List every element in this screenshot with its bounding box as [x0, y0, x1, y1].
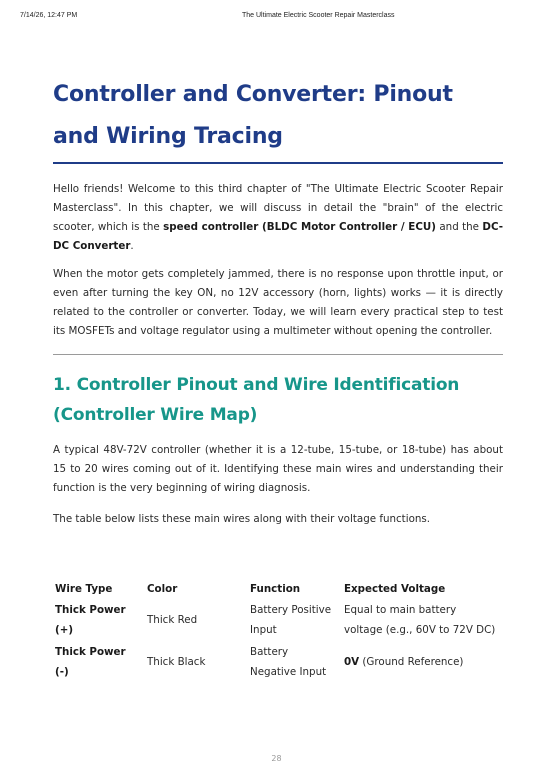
cell-text: Thick Power: [55, 604, 126, 616]
section-1-title-line2: (Controller Wire Map): [53, 405, 258, 425]
section-1-title: [53, 370, 503, 430]
section-1-paragraph-1: A typical 48V-72V controller (whether it is a 12-tube, 15-tube, or 18-tube) has about 15 to 20 wires coming out of it. Identifying these main wires and understanding their function is the very beginning of wiring diagnosis.: [53, 444, 503, 494]
table-header-row: [53, 577, 503, 600]
cell-function: [248, 640, 342, 682]
intro-paragraph-1: [53, 180, 503, 256]
header-expected-voltage: Expected Voltage: [344, 583, 446, 595]
cell-text: (-): [55, 666, 69, 678]
print-header: [0, 12, 553, 24]
chapter-title-line1: Controller and Converter: Pinout: [53, 82, 453, 107]
header-color: Color: [147, 583, 178, 595]
intro-text-b: and the: [435, 221, 483, 233]
section-divider: [53, 354, 503, 355]
cell-text: Battery Positive: [250, 604, 332, 616]
cell-text: Battery: [250, 646, 289, 658]
header-function: Function: [250, 583, 301, 595]
cell-function: [248, 600, 342, 640]
chapter-title-line2: and Wiring Tracing: [53, 124, 283, 149]
cell-text: Equal to main battery: [344, 604, 457, 616]
chapter-title: [53, 74, 503, 158]
section-1-title-line1: 1. Controller Pinout and Wire Identification: [53, 375, 460, 395]
intro-bold-converter: DC-DC Converter: [53, 221, 504, 252]
page-number: 28: [271, 754, 282, 763]
cell-voltage: [342, 640, 503, 682]
intro-text-c: .: [130, 240, 134, 252]
cell-text: (+): [55, 624, 74, 636]
cell-text: Input: [250, 624, 277, 636]
section-1-paragraph-2: The table below lists these main wires along with their voltage functions.: [53, 513, 431, 525]
cell-color: Thick Red: [147, 614, 198, 626]
cell-voltage: [342, 600, 503, 640]
table-row: [53, 600, 503, 640]
intro-text-a: Hello friends! Welcome to this third chapter of "The Ultimate Electric Scooter Repair Masterclass". In this chapter, we will discuss in detail the "brain" of the electric scooter, which is the: [53, 183, 503, 233]
wire-table: [53, 577, 503, 682]
cell-text: Negative Input: [250, 666, 327, 678]
intro-paragraph-2: When the motor gets completely jammed, there is no response upon throttle input, or even after turning the key ON, no 12V accessory (horn, lights) works — it is directly related to the controller or converter. Today, we will learn every practical step to test its MOSFETs and voltage regulator using a multimeter without opening the controller.: [53, 268, 503, 337]
cell-text: voltage (e.g., 60V to 72V DC): [344, 624, 496, 636]
print-date: 7/14/26, 12:47 PM: [20, 12, 78, 19]
cell-color: Thick Black: [147, 656, 206, 668]
cell-wire-type: [53, 600, 145, 640]
page-content: [53, 74, 503, 682]
print-doc-title: The Ultimate Electric Scooter Repair Masterclass: [242, 12, 395, 19]
cell-text-bold: 0V: [344, 656, 360, 668]
cell-text: Thick Power: [55, 646, 126, 658]
intro-bold-controller: speed controller (BLDC Motor Controller / ECU): [163, 221, 436, 233]
title-underline: [53, 162, 503, 164]
table-row: [53, 640, 503, 682]
header-wire-type: Wire Type: [55, 583, 113, 595]
cell-text: (Ground Reference): [359, 656, 464, 668]
cell-wire-type: [53, 640, 145, 682]
